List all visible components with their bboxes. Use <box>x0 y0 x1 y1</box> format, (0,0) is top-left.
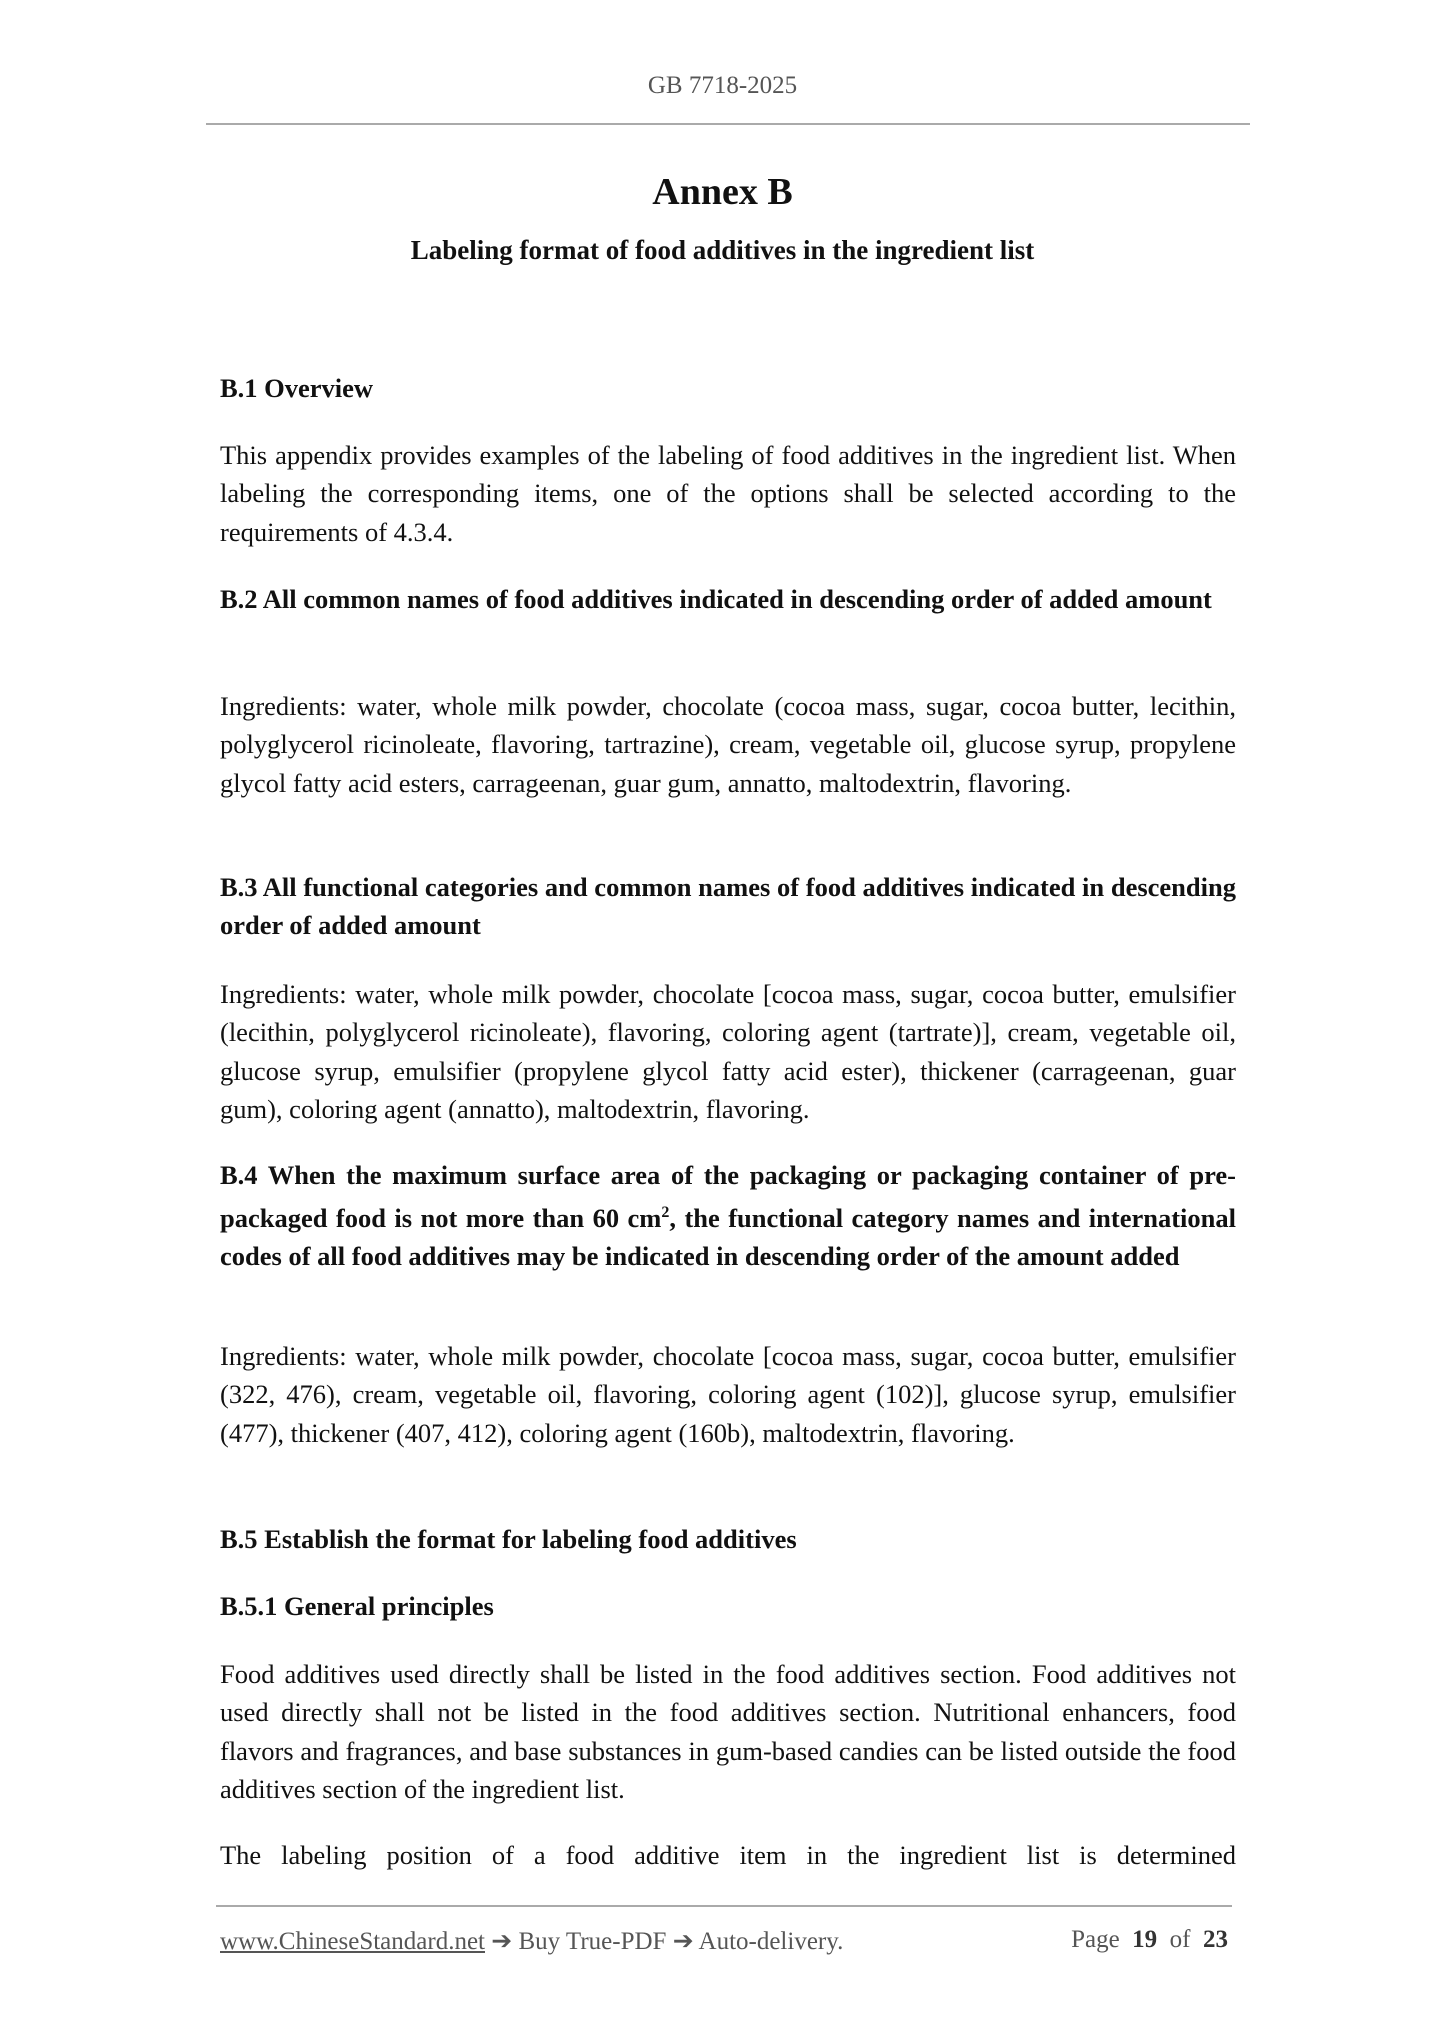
total-pages: 23 <box>1203 1926 1228 1953</box>
section-heading-b1: B.1 Overview <box>220 373 374 403</box>
document-header: GB 7718-2025 <box>647 72 798 99</box>
page-number <box>1071 1926 1228 1956</box>
section-text-b3: Ingredients: water, whole milk powder, chocolate [cocoa mass, sugar, cocoa butter, emulsifier (lecithin, polyglycerol ricinoleate), flavoring, coloring agent (tartrate)], cream, vegetable oil, glucose syrup, emulsifier (propylene glycol fatty acid ester), thickener (carrageenan, guar gum), coloring agent (annatto), maltodextrin, flavoring. <box>220 979 1236 1124</box>
superscript: 2 <box>661 1204 670 1222</box>
section-text-b4: Ingredients: water, whole milk powder, chocolate [cocoa mass, sugar, cocoa butter, emulsifier (322, 476), cream, vegetable oil, flavoring, coloring agent (102)], glucose syrup, emulsifier (477), thickener (407, 412), coloring agent (160b), maltodextrin, flavoring. <box>220 1341 1236 1448</box>
section-text-b51-continued: The labeling position of a food additive item in the ingredient list is determined <box>220 1840 1236 1870</box>
header-divider <box>206 123 1250 125</box>
section-text-b2: Ingredients: water, whole milk powder, chocolate (cocoa mass, sugar, cocoa butter, lecithin, polyglycerol ricinoleate, flavoring, tartrazine), cream, vegetable oil, glucose syrup, propylene glycol fatty acid esters, carrageenan, guar gum, annatto, maltodextrin, flavoring. <box>220 691 1236 798</box>
section-text-b51: Food additives used directly shall be listed in the food additives section. Food additives not used directly shall not be listed in the food additives section. Nutritional enhancers, food flavors and fragrances, and base substances in gum-based candies can be listed outside the food additives section of the ingredient list. <box>220 1659 1236 1804</box>
page-label: Page <box>1071 1926 1120 1953</box>
section-heading-b4 <box>220 1156 1236 1276</box>
buy-text: Buy True-PDF <box>512 1928 673 1955</box>
arrow-icon: ➔ <box>672 1928 694 1955</box>
annex-title: Annex B <box>652 171 793 213</box>
website-link[interactable]: www.ChineseStandard.net <box>220 1928 485 1955</box>
delivery-text: Auto-delivery. <box>693 1928 844 1955</box>
arrow-icon: ➔ <box>491 1928 513 1955</box>
footer-divider <box>216 1905 1232 1907</box>
current-page: 19 <box>1132 1926 1158 1953</box>
heading-part: B.4 When the maximum surface area of the packaging or packaging container of pre-packaged food is not more than 60 cm <box>220 1160 1236 1234</box>
footer-promo <box>220 1926 843 1956</box>
annex-subtitle: Labeling format of food additives in the ingredient list <box>410 235 1035 265</box>
section-heading-b3: B.3 All functional categories and common names of food additives indicated in descending order of added amount <box>220 872 1236 941</box>
section-heading-b51: B.5.1 General principles <box>220 1591 494 1621</box>
of-label: of <box>1169 1926 1191 1953</box>
page-footer <box>220 1926 1232 1956</box>
section-heading-b5: B.5 Establish the format for labeling food additives <box>220 1524 797 1554</box>
section-text-b1: This appendix provides examples of the labeling of food additives in the ingredient list. When labeling the corresponding items, one of the options shall be selected according to the requirements of 4.3.4. <box>220 440 1236 547</box>
section-heading-b2: B.2 All common names of food additives indicated in descending order of added amount <box>220 584 1212 614</box>
heading-part: , the functional category names and international codes of all food additives may be indicated in descending order of the amount added <box>220 1203 1237 1272</box>
